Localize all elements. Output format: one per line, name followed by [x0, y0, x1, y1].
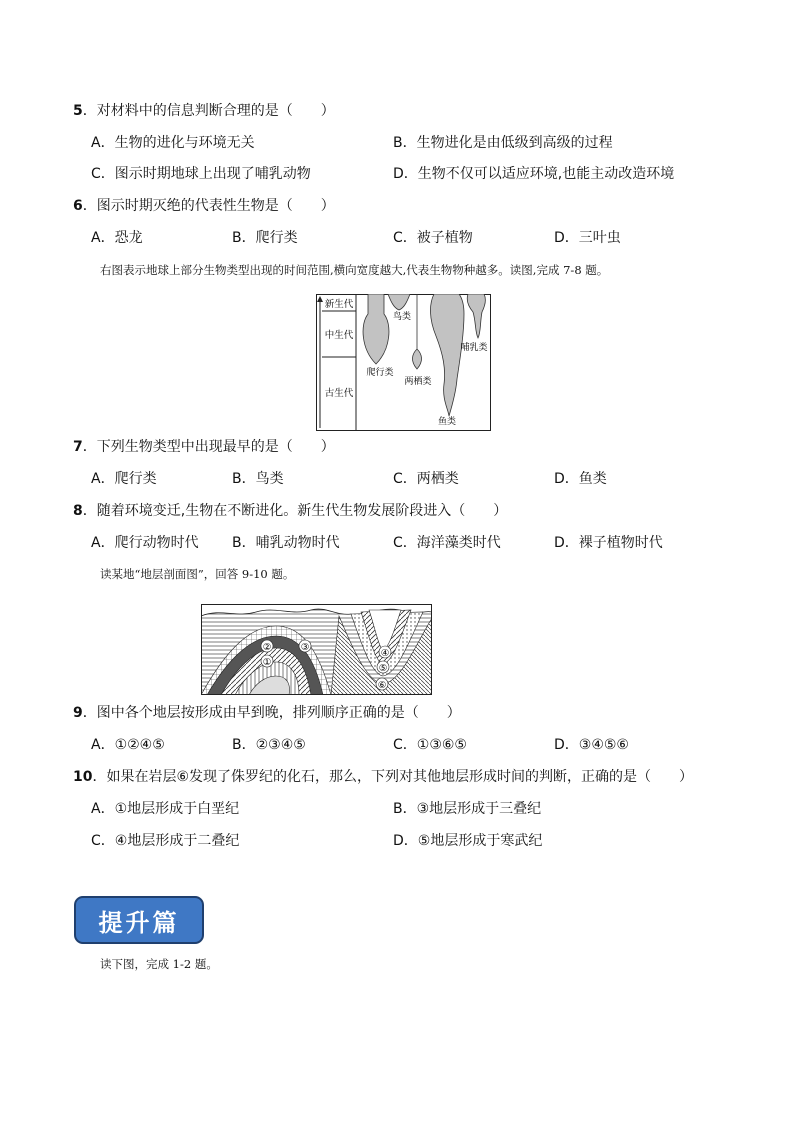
q7-option-a[interactable]: A．爬行类 — [91, 471, 157, 487]
q9-option-c[interactable]: C．①③⑥⑤ — [393, 737, 467, 753]
q9-option-b[interactable]: B．②③④⑤ — [232, 737, 306, 753]
question-8-stem: 8．随着环境变迁,生物在不断进化。新生代生物发展阶段进入（ ） — [73, 503, 508, 519]
group-label-reptiles: 爬行类 — [366, 368, 394, 378]
q5-option-c[interactable]: C．图示时期地球上出现了哺乳动物 — [91, 166, 311, 182]
era-label-paleozoic: 古生代 — [324, 388, 354, 399]
q8-option-a[interactable]: A．爬行动物时代 — [91, 535, 199, 551]
q6-option-a[interactable]: A．恐龙 — [91, 230, 143, 246]
q6-option-c[interactable]: C．被子植物 — [393, 230, 473, 246]
era-label-mesozoic: 中生代 — [324, 330, 354, 341]
q9-option-a[interactable]: A．①②④⑤ — [91, 737, 165, 753]
stratum-label-1: ① — [262, 657, 272, 668]
note-questions-7-8: 右图表示地球上部分生物类型出现的时间范围,横向宽度越大,代表生物物种越多。读图,完成 7-8 题。 — [100, 263, 609, 277]
q9-option-d[interactable]: D．③④⑤⑥ — [554, 737, 629, 753]
question-9-stem: 9．图中各个地层按形成由早到晚，排列顺序正确的是（ ） — [73, 705, 461, 721]
stratum-label-4: ④ — [380, 648, 390, 659]
group-label-birds: 鸟类 — [392, 312, 412, 322]
group-label-amphibians: 两栖类 — [404, 377, 432, 387]
stratum-section-figure — [201, 604, 432, 695]
q6-option-b[interactable]: B．爬行类 — [232, 230, 298, 246]
q8-option-d[interactable]: D．裸子植物时代 — [554, 535, 663, 551]
q8-option-b[interactable]: B．哺乳动物时代 — [232, 535, 340, 551]
q10-option-b[interactable]: B．③地层形成于三叠纪 — [393, 801, 542, 817]
stratum-label-5: ⑤ — [378, 663, 388, 674]
question-7-stem: 7．下列生物类型中出现最早的是（ ） — [73, 439, 335, 455]
question-10-stem: 10．如果在岩层⑥发现了侏罗纪的化石，那么，下列对其他地层形成时间的判断，正确的是（ ） — [73, 769, 694, 785]
group-label-fish: 鱼类 — [437, 417, 457, 427]
q5-option-d[interactable]: D．生物不仅可以适应环境,也能主动改造环境 — [393, 166, 675, 182]
era-label-cenozoic: 新生代 — [324, 299, 354, 310]
q7-option-d[interactable]: D．鱼类 — [554, 471, 607, 487]
group-label-mammals: 哺乳类 — [460, 343, 488, 353]
section-badge-advanced: 提升篇 — [74, 896, 204, 944]
q10-option-a[interactable]: A．①地层形成于白垩纪 — [91, 801, 240, 817]
q6-option-d[interactable]: D．三叶虫 — [554, 230, 621, 246]
q7-option-c[interactable]: C．两栖类 — [393, 471, 459, 487]
stratum-label-3: ③ — [300, 642, 310, 653]
q8-option-c[interactable]: C．海洋藻类时代 — [393, 535, 501, 551]
q10-option-c[interactable]: C．④地层形成于二叠纪 — [91, 833, 240, 849]
question-5-stem: 5．对材料中的信息判断合理的是（ ） — [73, 103, 335, 119]
q7-option-b[interactable]: B．鸟类 — [232, 471, 284, 487]
q10-option-d[interactable]: D．⑤地层形成于寒武纪 — [393, 833, 543, 849]
note-questions-1-2: 读下图，完成 1-2 题。 — [100, 957, 218, 971]
evolution-range-figure — [316, 294, 494, 432]
question-6-stem: 6．图示时期灭绝的代表性生物是（ ） — [73, 198, 335, 214]
stratum-label-2: ② — [262, 642, 272, 653]
stratum-label-6: ⑥ — [377, 680, 387, 691]
q5-option-b[interactable]: B．生物进化是由低级到高级的过程 — [393, 135, 613, 151]
note-questions-9-10: 读某地“地层剖面图”，回答 9-10 题。 — [100, 567, 295, 581]
q5-option-a[interactable]: A．生物的进化与环境无关 — [91, 135, 255, 151]
